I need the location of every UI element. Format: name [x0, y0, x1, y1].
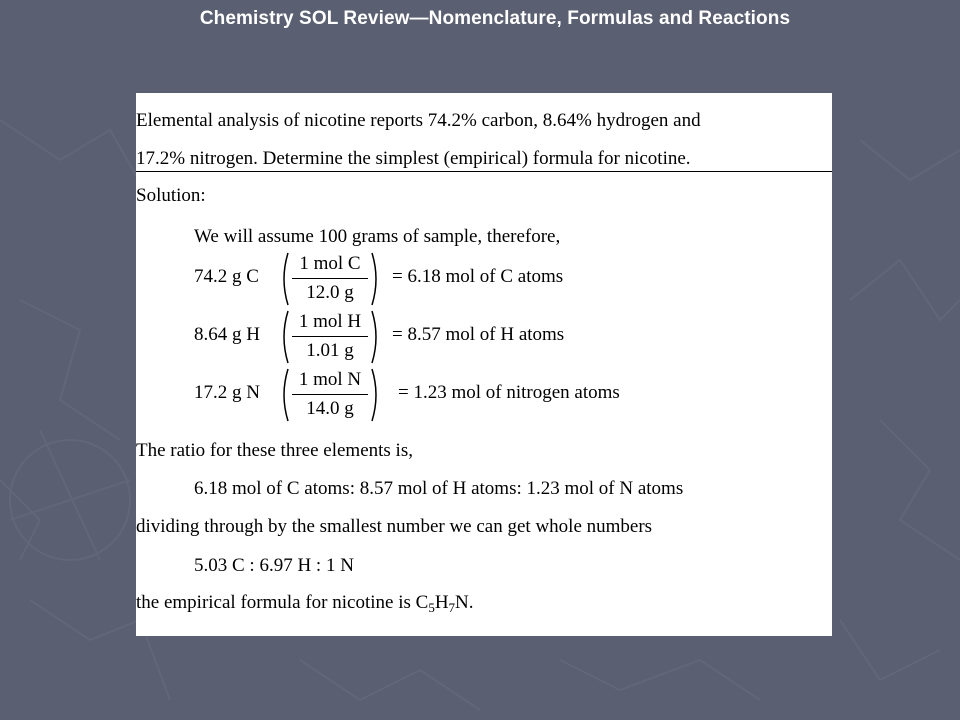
calc-result: = 8.57 mol of H atoms — [392, 324, 565, 345]
conversion-fraction — [290, 369, 370, 420]
left-paren — [278, 309, 290, 365]
conversion-fraction — [290, 311, 370, 362]
calc-lhs: 74.2 g C — [194, 266, 259, 287]
left-paren — [278, 367, 290, 423]
calc-lhs: 17.2 g N — [194, 382, 260, 403]
whole-number-ratio: 5.03 C : 6.97 H : 1 N — [194, 555, 354, 576]
calc-nitrogen — [194, 367, 794, 423]
calc-result: = 1.23 mol of nitrogen atoms — [398, 382, 620, 403]
fraction-denominator: 14.0 g — [306, 398, 354, 419]
empirical-formula-statement — [136, 592, 474, 614]
fraction-bar — [292, 394, 368, 395]
calc-result: = 6.18 mol of C atoms — [392, 266, 564, 287]
calc-hydrogen — [194, 309, 794, 365]
fraction-numerator: 1 mol N — [298, 369, 362, 390]
fraction-denominator: 12.0 g — [306, 282, 354, 303]
formula-hydrogen: H — [434, 592, 449, 613]
assumption-text: We will assume 100 grams of sample, therefore, — [194, 226, 561, 247]
solution-heading: Solution: — [136, 185, 206, 206]
formula-prefix: the empirical formula for nicotine is C — [136, 592, 429, 613]
mole-ratio: 6.18 mol of C atoms: 8.57 mol of H atoms: 1.23 mol of N atoms — [194, 478, 684, 499]
fraction-numerator: 1 mol H — [298, 311, 362, 332]
fraction-bar — [292, 278, 368, 279]
fraction-bar — [292, 336, 368, 337]
dividing-text: dividing through by the smallest number we can get whole numbers — [136, 516, 653, 537]
problem-panel — [136, 93, 832, 636]
problem-line-1: Elemental analysis of nicotine reports 74.2% carbon, 8.64% hydrogen and — [136, 110, 701, 131]
right-paren — [370, 309, 382, 365]
conversion-fraction — [290, 253, 370, 304]
left-paren — [278, 251, 290, 307]
right-paren — [370, 251, 382, 307]
problem-line-2: 17.2% nitrogen. Determine the simplest (empirical) formula for nicotine. — [136, 148, 691, 169]
fraction-denominator: 1.01 g — [306, 340, 354, 361]
ratio-intro: The ratio for these three elements is, — [136, 440, 413, 461]
calc-lhs: 8.64 g H — [194, 324, 260, 345]
divider — [136, 171, 832, 172]
slide-title: Chemistry SOL Review—Nomenclature, Formulas and Reactions — [199, 8, 791, 29]
formula-nitrogen: N. — [455, 592, 474, 613]
right-paren — [370, 367, 382, 423]
hydrogen-subscript: 7 — [448, 600, 456, 615]
carbon-subscript: 5 — [428, 600, 435, 615]
fraction-numerator: 1 mol C — [299, 253, 361, 274]
calc-carbon — [194, 251, 794, 307]
